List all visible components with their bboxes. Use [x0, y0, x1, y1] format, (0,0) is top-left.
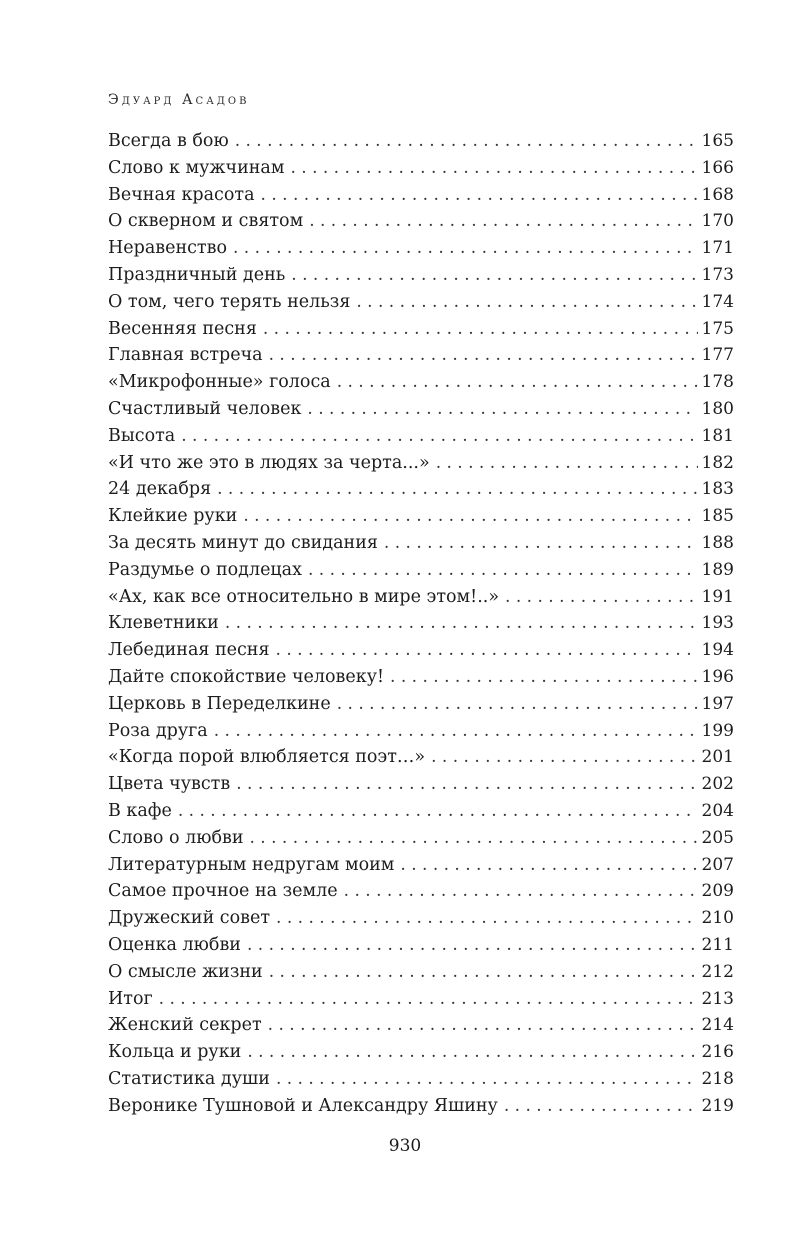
toc-dot-leader: [505, 584, 698, 611]
toc-entry: [108, 1039, 734, 1066]
toc-entry-page: 205: [701, 827, 734, 848]
toc-entry-page: 193: [701, 613, 734, 634]
toc-dot-leader: [308, 557, 698, 584]
toc-dot-leader: [181, 423, 697, 450]
toc-dot-leader: [307, 396, 697, 423]
toc-entry-title: Весенняя песня: [108, 318, 257, 339]
toc-dot-leader: [214, 718, 698, 745]
toc-dot-leader: [390, 664, 698, 691]
toc-entry-title: Слово к мужчинам: [108, 157, 285, 178]
page-number: 930: [388, 1136, 422, 1156]
toc-entry: [108, 1012, 734, 1039]
toc-entry: [108, 235, 734, 262]
toc-dot-leader: [243, 503, 697, 530]
toc-entry: [108, 878, 734, 905]
toc-dot-leader: [269, 959, 698, 986]
toc-entry-title: В кафе: [108, 800, 172, 821]
toc-entry-page: 213: [701, 988, 734, 1009]
toc-entry-page: 168: [701, 184, 734, 205]
table-of-contents: [108, 128, 734, 1119]
toc-dot-leader: [263, 316, 698, 343]
toc-entry: [108, 1066, 734, 1093]
toc-dot-leader: [356, 289, 697, 316]
toc-entry-title: 24 декабря: [108, 479, 212, 500]
toc-entry-page: 166: [701, 157, 734, 178]
toc-entry-page: 173: [701, 264, 734, 285]
toc-entry: [108, 262, 734, 289]
toc-entry: [108, 637, 734, 664]
toc-entry-title: Клейкие руки: [108, 506, 238, 527]
toc-entry: [108, 825, 734, 852]
toc-dot-leader: [337, 369, 698, 396]
toc-entry: [108, 208, 734, 235]
toc-dot-leader: [337, 691, 698, 718]
toc-entry-page: 209: [701, 881, 734, 902]
toc-entry: [108, 182, 734, 209]
toc-dot-leader: [344, 878, 698, 905]
toc-entry-page: 191: [701, 586, 734, 607]
toc-dot-leader: [400, 852, 697, 879]
toc-entry-title: «Микрофонные» голоса: [108, 372, 331, 393]
toc-entry-title: Цвета чувств: [108, 774, 231, 795]
toc-entry-page: 174: [701, 291, 734, 312]
toc-entry-page: 188: [701, 532, 734, 553]
toc-dot-leader: [217, 476, 697, 503]
toc-entry-title: «Когда порой влюбляется поэт…»: [108, 747, 426, 768]
toc-entry: [108, 986, 734, 1013]
toc-entry: [108, 316, 734, 343]
toc-dot-leader: [250, 825, 698, 852]
toc-entry: [108, 798, 734, 825]
toc-entry-page: 197: [701, 693, 734, 714]
toc-entry-title: Слово о любви: [108, 827, 244, 848]
toc-entry-title: Веронике Тушновой и Александру Яшину: [108, 1095, 498, 1116]
toc-entry-title: Всегда в бою: [108, 131, 229, 151]
toc-entry: [108, 503, 734, 530]
toc-entry-page: 207: [701, 854, 734, 875]
toc-entry-title: Статистика души: [108, 1068, 270, 1089]
toc-entry-page: 210: [701, 908, 734, 929]
toc-dot-leader: [236, 771, 697, 798]
toc-dot-leader: [291, 262, 697, 289]
toc-dot-leader: [225, 610, 698, 637]
toc-entry: [108, 664, 734, 691]
toc-entry-page: 181: [701, 425, 734, 446]
toc-dot-leader: [290, 155, 697, 182]
toc-dot-leader: [268, 1012, 698, 1039]
toc-entry-title: Самое прочное на земле: [108, 881, 338, 902]
toc-entry-title: Неравенство: [108, 238, 227, 259]
toc-dot-leader: [504, 1093, 698, 1120]
toc-entry: [108, 744, 734, 771]
toc-entry: [108, 423, 734, 450]
toc-entry-page: 165: [701, 131, 734, 151]
toc-entry-title: Оценка любви: [108, 934, 241, 955]
toc-entry: [108, 128, 734, 155]
toc-entry: [108, 450, 734, 477]
toc-entry: [108, 369, 734, 396]
toc-entry-page: 171: [701, 238, 734, 259]
toc-entry-page: 199: [701, 720, 734, 741]
toc-entry-title: Роза друга: [108, 720, 208, 741]
toc-entry-page: 216: [701, 1042, 734, 1063]
toc-dot-leader: [276, 637, 698, 664]
toc-entry-title: Раздумье о подлецах: [108, 559, 302, 580]
toc-entry: [108, 530, 734, 557]
toc-entry: [108, 610, 734, 637]
toc-dot-leader: [247, 1039, 697, 1066]
toc-entry: [108, 691, 734, 718]
toc-dot-leader: [276, 905, 698, 932]
toc-entry-page: 183: [701, 479, 734, 500]
toc-dot-leader: [233, 235, 698, 262]
toc-entry-title: Главная встреча: [108, 345, 263, 366]
toc-entry-title: Лебединая песня: [108, 640, 270, 661]
toc-dot-leader: [159, 986, 698, 1013]
toc-entry-title: «И что же это в людях за черта...»: [108, 452, 430, 473]
toc-entry-page: 202: [701, 774, 734, 795]
toc-entry: [108, 718, 734, 745]
toc-dot-leader: [261, 182, 698, 209]
running-head-author: Эдуард Асадов: [108, 92, 250, 108]
toc-entry-title: Вечная красота: [108, 184, 255, 205]
toc-entry-title: О смысле жизни: [108, 961, 263, 982]
toc-entry: [108, 932, 734, 959]
toc-entry: [108, 342, 734, 369]
toc-entry-title: «Ах, как все относительно в мире этом!..»: [108, 586, 500, 607]
toc-dot-leader: [436, 450, 698, 477]
toc-entry: [108, 557, 734, 584]
toc-entry-page: 196: [701, 666, 734, 687]
toc-entry-title: Литературным недругам моим: [108, 854, 395, 875]
toc-entry-title: Праздничный день: [108, 264, 286, 285]
toc-entry: [108, 771, 734, 798]
toc-entry-page: 182: [701, 452, 734, 473]
toc-entry-title: Дружеский совет: [108, 908, 271, 929]
toc-entry-page: 211: [701, 934, 734, 955]
toc-entry: [108, 155, 734, 182]
toc-entry-title: Церковь в Переделкине: [108, 693, 331, 714]
toc-entry: [108, 905, 734, 932]
toc-entry-page: 214: [701, 1015, 734, 1036]
toc-entry-page: 201: [701, 747, 734, 768]
toc-entry-page: 177: [701, 345, 734, 366]
toc-entry-page: 180: [701, 398, 734, 419]
toc-entry-page: 185: [701, 506, 734, 527]
toc-entry-page: 204: [701, 800, 734, 821]
toc-dot-leader: [384, 530, 698, 557]
toc-entry-page: 212: [701, 961, 734, 982]
toc-entry-title: Клеветники: [108, 613, 219, 634]
toc-entry-title: Высота: [108, 425, 176, 446]
toc-entry-title: Итог: [108, 988, 153, 1009]
toc-entry-title: Счастливый человек: [108, 398, 302, 419]
toc-entry-page: 170: [701, 211, 734, 232]
toc-entry-page: 218: [701, 1068, 734, 1089]
toc-entry: [108, 959, 734, 986]
toc-dot-leader: [235, 128, 698, 155]
toc-dot-leader: [269, 342, 698, 369]
toc-dot-leader: [178, 798, 698, 825]
toc-entry: [108, 584, 734, 611]
toc-entry: [108, 1093, 734, 1120]
toc-entry: [108, 396, 734, 423]
toc-dot-leader: [276, 1066, 698, 1093]
toc-entry: [108, 476, 734, 503]
toc-entry-page: 175: [701, 318, 734, 339]
toc-entry-page: 189: [701, 559, 734, 580]
toc-entry-title: Кольца и руки: [108, 1042, 242, 1063]
toc-entry-page: 219: [701, 1095, 734, 1116]
toc-dot-leader: [247, 932, 698, 959]
toc-entry: [108, 289, 734, 316]
toc-entry-page: 178: [701, 372, 734, 393]
toc-entry-page: 194: [701, 640, 734, 661]
toc-entry-title: О том, чего терять нельзя: [108, 291, 351, 312]
toc-entry-title: Дайте спокойствие человеку!: [108, 666, 385, 687]
toc-entry: [108, 852, 734, 879]
toc-entry-title: О скверном и святом: [108, 211, 304, 232]
toc-dot-leader: [309, 208, 697, 235]
toc-dot-leader: [431, 744, 697, 771]
toc-entry-title: За десять минут до свидания: [108, 532, 378, 553]
toc-entry-title: Женский секрет: [108, 1015, 262, 1036]
